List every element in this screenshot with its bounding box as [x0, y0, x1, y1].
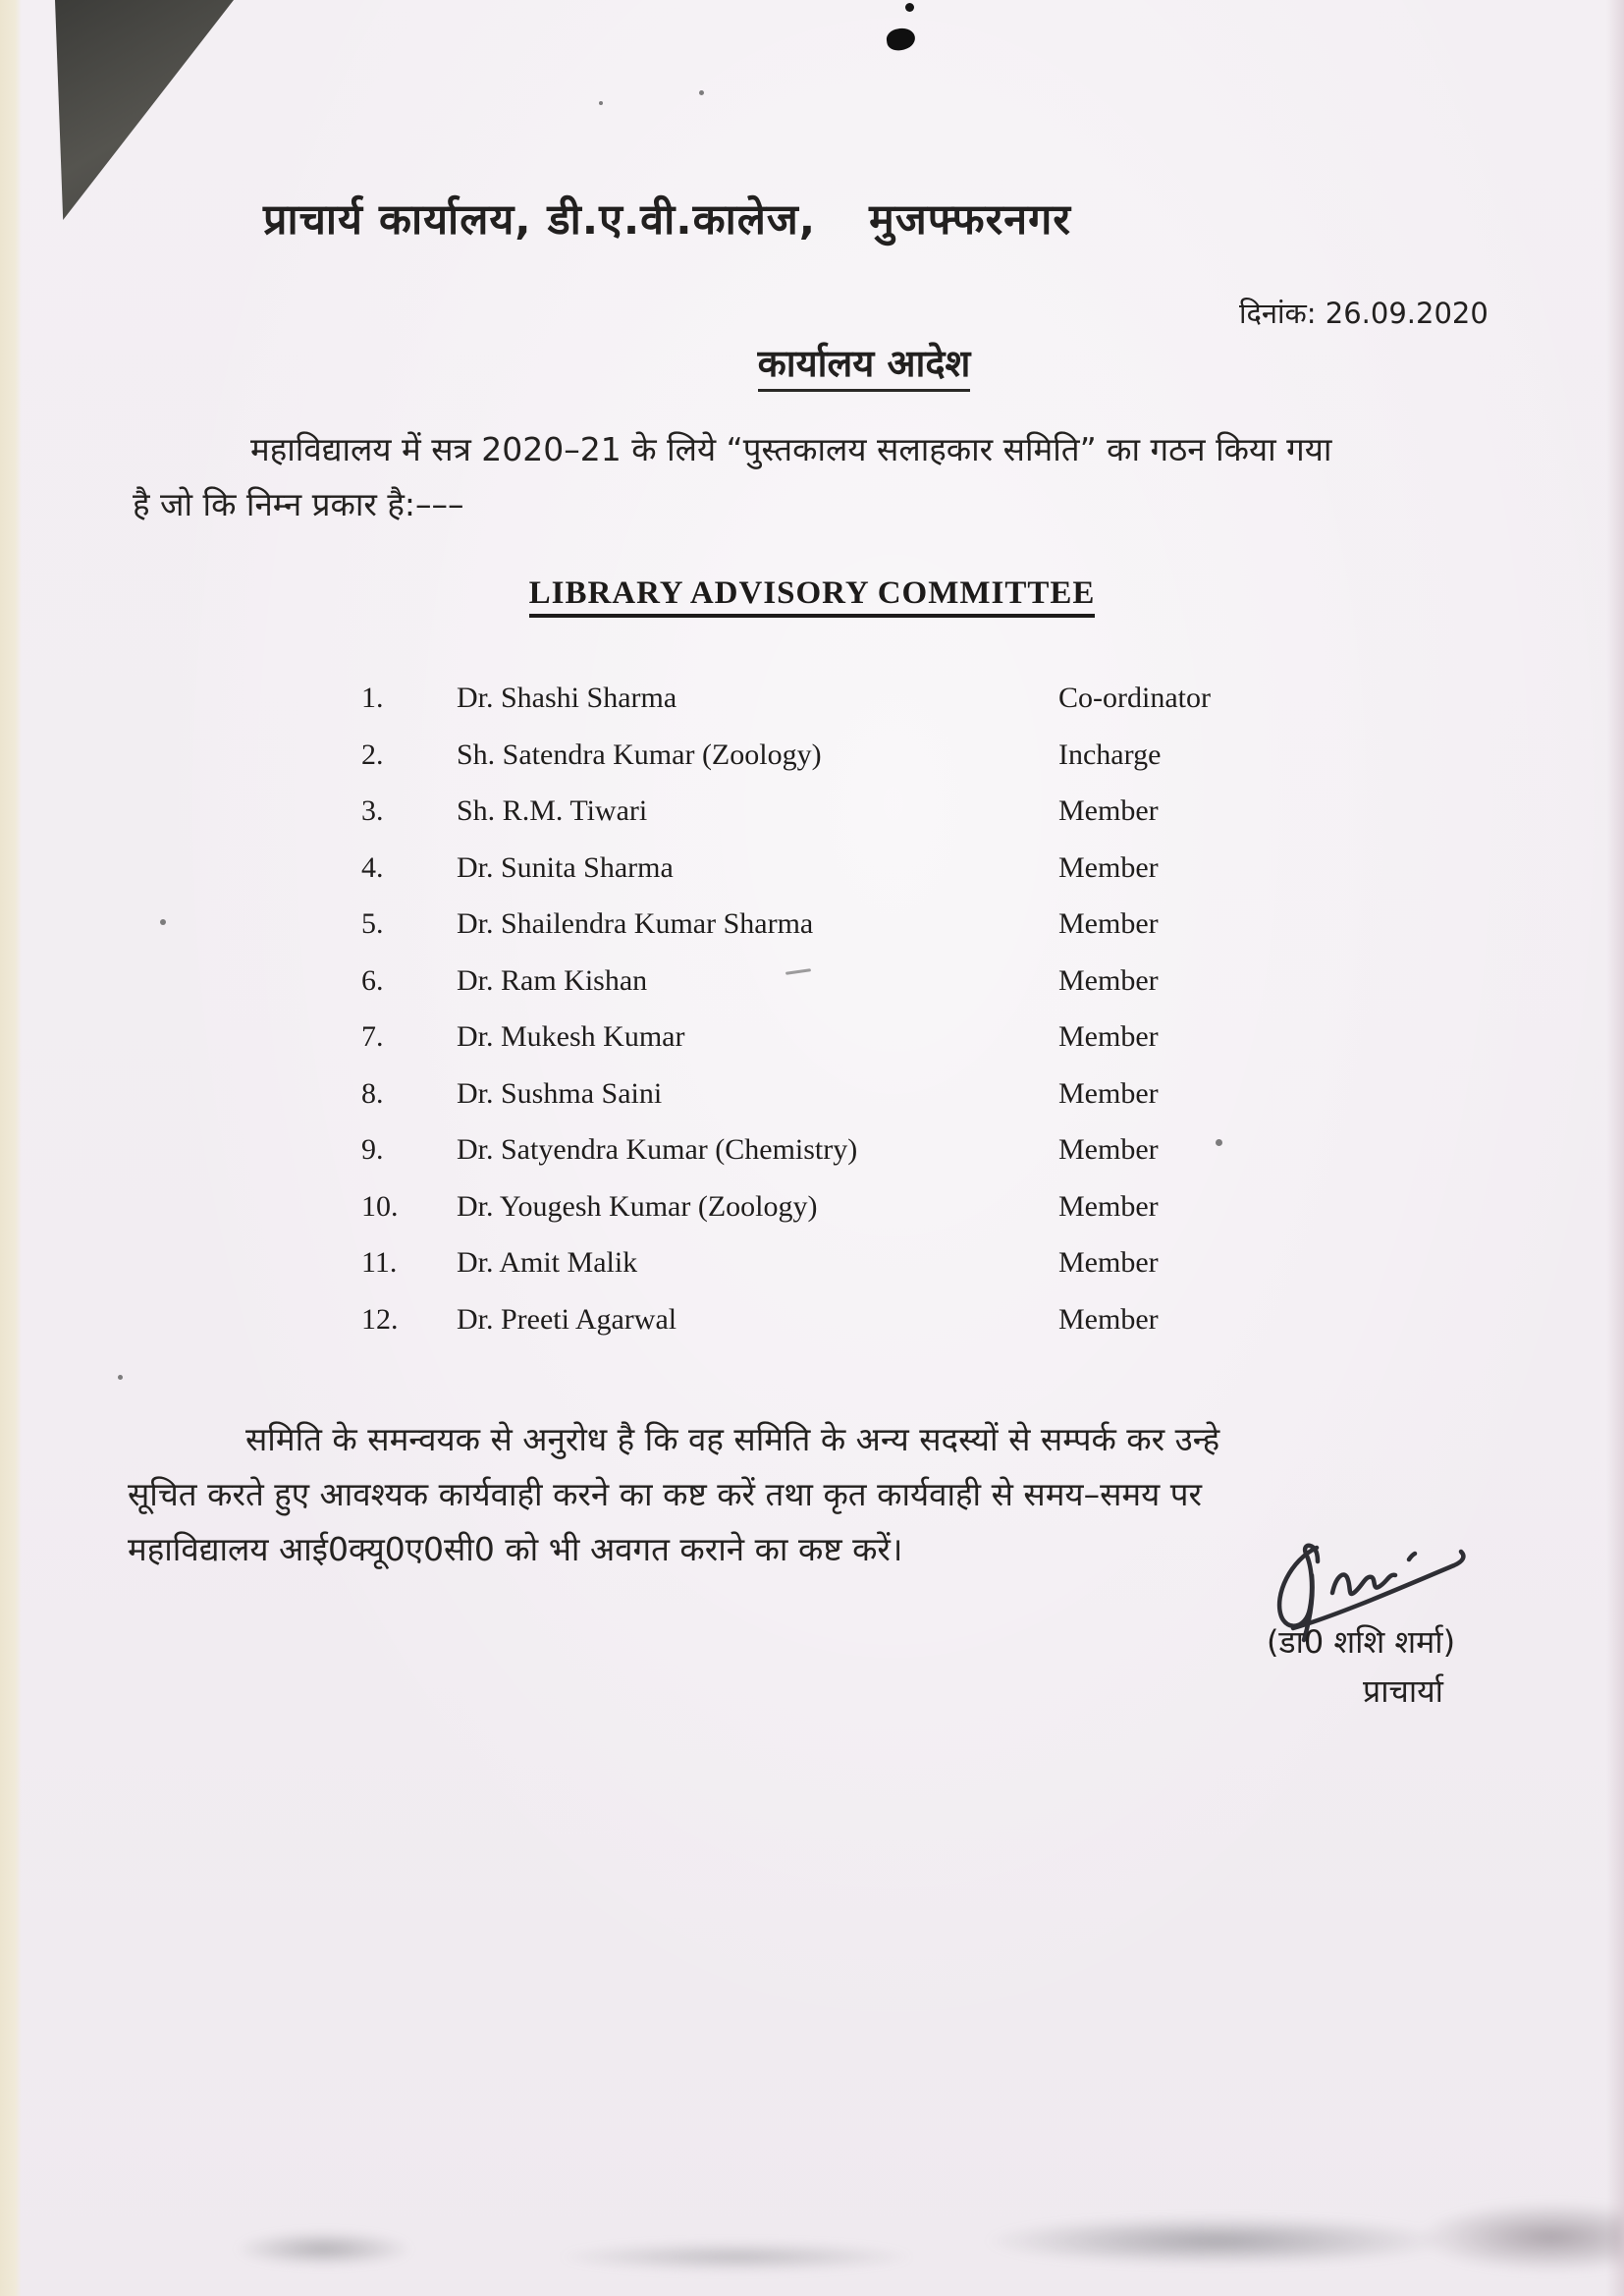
member-sno: 11. [361, 1246, 398, 1279]
speck-artifact [599, 101, 603, 105]
member-name: Dr. Sunita Sharma [457, 850, 674, 884]
committee-row [361, 1303, 1353, 1360]
committee-row [361, 851, 1353, 908]
member-sno: 12. [361, 1302, 399, 1336]
member-sno: 1. [361, 682, 384, 714]
member-role: Member [1058, 1076, 1159, 1110]
member-name: Dr. Shailendra Kumar Sharma [457, 907, 814, 940]
scan-bottom-smudge [0, 2202, 1624, 2278]
member-sno: 10. [361, 1189, 399, 1223]
closing-line-3: महाविद्यालय आई0क्यू0ए0सी0 को भी अवगत कराने का कष्ट करें। [128, 1530, 903, 1568]
committee-row [361, 964, 1353, 1021]
committee-row [361, 1077, 1353, 1134]
speck-artifact [160, 919, 166, 925]
member-role: Member [1058, 907, 1159, 940]
closing-line-2: सूचित करते हुए आवश्यक कार्यवाही करने का कष्ट करें तथा कृत कार्यवाही से समय–समय पर [128, 1475, 1202, 1513]
member-role: Member [1058, 850, 1159, 884]
member-sno: 9. [361, 1133, 384, 1166]
committee-row [361, 738, 1353, 795]
committee-row [361, 1020, 1353, 1077]
intro-paragraph [133, 422, 1507, 532]
committee-heading: LIBRARY ADVISORY COMMITTEE [0, 575, 1624, 612]
member-sno: 3. [361, 794, 384, 827]
intro-line-2: है जो कि निम्न प्रकार है:––– [133, 485, 464, 523]
member-role: Co-ordinator [1058, 682, 1211, 714]
member-sno: 2. [361, 738, 384, 771]
member-role: Member [1058, 1189, 1159, 1223]
speck-artifact [118, 1375, 123, 1380]
speck-artifact [699, 90, 704, 95]
office-city: मुजफ्फरनगर [869, 195, 1071, 245]
member-name: Dr. Mukesh Kumar [457, 1020, 685, 1053]
committee-row [361, 1190, 1353, 1247]
member-name: Sh. R.M. Tiwari [457, 794, 648, 827]
office-name: प्राचार्य कार्यालय, डी.ए.वी.कालेज, [263, 195, 817, 245]
member-sno: 8. [361, 1076, 384, 1110]
member-role: Member [1058, 794, 1159, 827]
member-name: Dr. Shashi Sharma [457, 682, 677, 714]
signatory-title: प्राचार्या [1363, 1672, 1443, 1710]
committee-row [361, 1133, 1353, 1190]
committee-row [361, 1246, 1353, 1303]
committee-row [361, 682, 1353, 738]
member-role: Member [1058, 1246, 1159, 1279]
member-sno: 7. [361, 1020, 384, 1053]
office-header [263, 189, 1373, 246]
member-role: Incharge [1058, 738, 1162, 771]
member-role: Member [1058, 963, 1159, 997]
order-title: कार्यालय आदेश [0, 337, 1624, 388]
member-sno: 6. [361, 963, 384, 997]
committee-row [361, 794, 1353, 851]
member-name: Dr. Preeti Agarwal [457, 1302, 677, 1336]
member-sno: 5. [361, 907, 384, 940]
ink-blob-artifact [886, 27, 917, 52]
member-name: Dr. Sushma Saini [457, 1076, 663, 1110]
member-role: Member [1058, 1020, 1159, 1053]
ink-dot-artifact [905, 3, 914, 12]
member-role: Member [1058, 1133, 1159, 1166]
member-name: Dr. Ram Kishan [457, 963, 648, 997]
member-name: Dr. Yougesh Kumar (Zoology) [457, 1189, 818, 1223]
signatory-name: (डा0 शशि शर्मा) [1267, 1623, 1456, 1661]
member-name: Sh. Satendra Kumar (Zoology) [457, 738, 822, 771]
page-corner-fold-artifact [55, 0, 234, 220]
committee-row [361, 907, 1353, 964]
member-name: Dr. Amit Malik [457, 1246, 638, 1279]
date-label: दिनांक: 26.09.2020 [1239, 297, 1489, 330]
member-sno: 4. [361, 850, 384, 884]
intro-line-1: महाविद्यालय में सत्र 2020–21 के लिये “पुस्तकालय सलाहकार समिति” का गठन किया गया [250, 430, 1332, 468]
closing-line-1: समिति के समन्वयक से अनुरोध है कि वह समिति के अन्य सदस्यों से सम्पर्क कर उन्हे [245, 1420, 1220, 1458]
member-role: Member [1058, 1302, 1159, 1336]
committee-list [361, 682, 1353, 1359]
member-name: Dr. Satyendra Kumar (Chemistry) [457, 1133, 858, 1166]
